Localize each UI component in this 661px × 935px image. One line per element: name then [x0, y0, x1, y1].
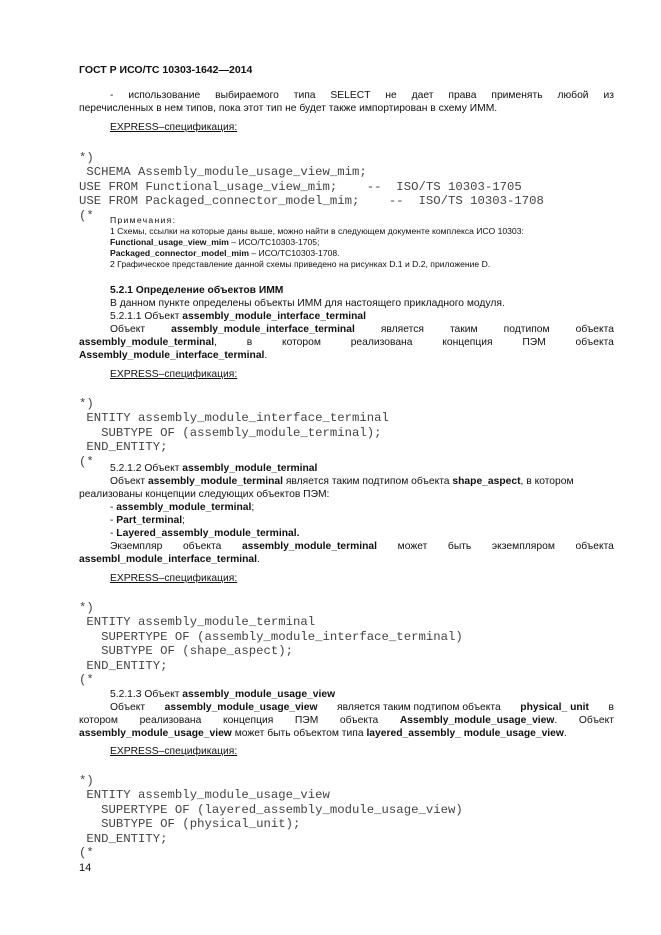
schema-name: Functional_usage_view_mim	[110, 237, 229, 247]
subsection-name: assembly_module_terminal	[182, 463, 318, 474]
word: любой	[557, 90, 589, 101]
text: является таким подтипом объекта	[283, 476, 453, 487]
code-line: ENTITY assembly_module_terminal	[79, 615, 316, 629]
word: в	[246, 337, 253, 348]
word: -	[110, 90, 114, 101]
code-block-3	[79, 586, 463, 702]
word: ПЭМ	[294, 715, 319, 726]
schema-name: Packaged_connector_model_mim	[110, 248, 249, 258]
list-item	[110, 527, 614, 540]
word: ПЭМ	[522, 337, 546, 348]
document-header: ГОСТ Р ИСО/ТС 10303-1642—2014	[79, 64, 253, 76]
code-line: END_ENTITY;	[79, 658, 168, 673]
punct: ,	[214, 337, 217, 348]
section-heading-5-2-1: 5.2.1 Определение объектов ИММ	[110, 285, 284, 296]
code-line: (*	[79, 846, 94, 860]
entity-name: assembly_module_terminal	[116, 502, 252, 513]
word: реализована	[139, 715, 202, 726]
bullet: -	[110, 502, 117, 513]
word: использование	[128, 90, 201, 101]
word: дает	[411, 90, 434, 101]
code-line: *)	[79, 600, 94, 615]
entity-name: Assembly_module_interface_terminal	[79, 350, 265, 361]
word: типа	[293, 90, 316, 101]
word: котором	[79, 715, 118, 726]
schema-ref: – ИСО/ТС10303-1705;	[228, 237, 320, 247]
word: выбираемого	[215, 90, 279, 101]
note-1a	[110, 237, 614, 248]
subsection-5-2-1-3	[110, 688, 614, 701]
subsection-number: 5.2.1.2 Объект	[110, 463, 183, 474]
list-item	[110, 514, 614, 527]
notes-title: Примечания:	[110, 215, 177, 225]
word: является	[380, 324, 424, 335]
word: является таким подтипом объекта	[337, 702, 501, 713]
express-label-3: EXPRESS–спецификация:	[110, 573, 238, 584]
code-line: *)	[79, 396, 94, 411]
word	[400, 714, 557, 727]
entity-name: assembl_module_interface_terminal	[79, 554, 257, 565]
notes	[110, 215, 614, 270]
word: котором	[281, 337, 321, 348]
word: объекта	[182, 541, 222, 552]
para-line	[79, 553, 614, 566]
bullet: -	[110, 515, 117, 526]
word: SELECT	[330, 90, 371, 101]
text: Объект	[110, 476, 148, 487]
code-line: USE FROM Packaged_connector_model_mim; -- ISO/TS 10303-1708	[79, 194, 544, 208]
note-1b	[110, 248, 614, 259]
express-label-1: EXPRESS–спецификация:	[110, 122, 238, 133]
intro-line-2: перечисленных в нем типов, пока этот тип не будет также импортирован в схему ИММ.	[79, 103, 498, 114]
word: assembly_module_terminal	[241, 541, 378, 552]
word: объекта	[575, 337, 614, 348]
code-line: ENTITY assembly_module_usage_view	[79, 788, 330, 802]
express-label-2: EXPRESS–спецификация:	[110, 369, 238, 380]
para-line	[79, 714, 614, 727]
code-line: *)	[79, 150, 94, 165]
word: быть	[447, 541, 472, 552]
subsection-name: assembly_module_usage_view	[182, 689, 336, 700]
code-line: (*	[79, 208, 94, 223]
word: не	[385, 90, 397, 101]
intro-line-1	[110, 89, 614, 102]
page-number: 14	[79, 862, 92, 874]
entity-name: layered_assembly_ module_usage_view	[366, 728, 564, 739]
entity-name: assembly_module_terminal	[79, 337, 215, 348]
word: Экземпляр	[110, 541, 163, 552]
para-line	[110, 701, 614, 714]
code-line: SCHEMA Assembly_module_usage_view_mim;	[79, 165, 367, 179]
schema-ref: – ИСО/ТС10303-1708.	[249, 248, 340, 258]
code-line: *)	[79, 773, 94, 788]
word: объекта	[575, 324, 614, 335]
word: Объект	[578, 715, 614, 726]
word: реализована	[350, 337, 413, 348]
word: может	[397, 541, 428, 552]
word: таким	[449, 324, 478, 335]
code-line: SUPERTYPE OF (assembly_module_interface_terminal)	[79, 629, 463, 644]
para-line	[79, 336, 614, 349]
para-line	[79, 349, 614, 362]
subsection-name: assembly_module_interface_terminal	[182, 311, 366, 322]
subsection-number: 5.2.1.1 Объект	[110, 311, 183, 322]
punct: .	[264, 350, 268, 361]
code-line: (*	[79, 454, 94, 469]
punct: .	[563, 728, 567, 739]
punct: .	[256, 554, 260, 565]
entity-name: Part_terminal	[116, 515, 183, 526]
word: Объект	[110, 702, 146, 713]
subsection-5-2-1-1	[110, 310, 614, 323]
code-line: SUBTYPE OF (assembly_module_terminal);	[79, 425, 382, 440]
section-text: В данном пункте определены объекты ИММ для настоящего прикладного модуля.	[110, 298, 505, 309]
para-line	[110, 540, 614, 553]
punct: ;	[182, 515, 185, 526]
word: assembly_module_usage_view	[164, 702, 318, 713]
para-line: реализованы концепции следующих объектов ПЭМ:	[79, 489, 330, 500]
express-label-4: EXPRESS–спецификация:	[110, 746, 238, 757]
text: может быть объектом типа	[231, 728, 367, 739]
word: в	[608, 702, 614, 713]
code-line: END_ENTITY;	[79, 440, 168, 454]
para-line	[110, 475, 614, 488]
entity-name: assembly_module_usage_view	[79, 728, 232, 739]
word: объекта	[575, 541, 614, 552]
word: Объект	[110, 324, 146, 335]
word: концепция	[222, 715, 274, 726]
code-line: ENTITY assembly_module_interface_terminal	[79, 411, 389, 425]
bullet: -	[110, 528, 117, 539]
entity-name: Assembly_module_usage_view	[399, 715, 555, 726]
para-line	[110, 323, 614, 336]
punct: .	[554, 715, 558, 726]
word	[79, 336, 217, 349]
word: из	[603, 90, 614, 101]
code-line: SUBTYPE OF (physical_unit);	[79, 817, 301, 831]
code-line: USE FROM Functional_usage_view_mim; -- ISO/TS 10303-1705	[79, 179, 522, 194]
subsection-number: 5.2.1.3 Объект	[110, 689, 183, 700]
entity-name: assembly_module_terminal	[147, 476, 283, 487]
punct: ;	[251, 502, 255, 513]
word: права	[448, 90, 477, 101]
code-line: END_ENTITY;	[79, 831, 168, 846]
word: концепция	[442, 337, 493, 348]
list-item	[110, 501, 614, 514]
code-block-4	[79, 759, 463, 875]
subsection-5-2-1-2	[110, 462, 614, 475]
code-line: (*	[79, 673, 94, 687]
word: экземпляром	[491, 541, 555, 552]
word: assembly_module_interface_terminal	[171, 324, 355, 335]
entity-name: Layered_assembly_module_terminal.	[116, 528, 300, 539]
note-2: 2 Графическое представление данной схемы приведено на рисунках D.1 и D.2, приложение D.	[110, 259, 491, 269]
entity-name: shape_aspect	[452, 476, 521, 487]
para-line	[79, 727, 614, 740]
text: , в котором	[520, 476, 574, 487]
word: physical_ unit	[520, 702, 589, 713]
word: объекта	[339, 715, 379, 726]
code-line: SUBTYPE OF (shape_aspect);	[79, 644, 294, 658]
note-1: 1 Схемы, ссылки на которые даны выше, можно найти в следующем документе комплекса ИСО 10303:	[110, 226, 524, 236]
code-line: SUPERTYPE OF (layered_assembly_module_usage_view)	[79, 802, 463, 817]
word: применять	[491, 90, 543, 101]
word: подтипом	[503, 324, 550, 335]
